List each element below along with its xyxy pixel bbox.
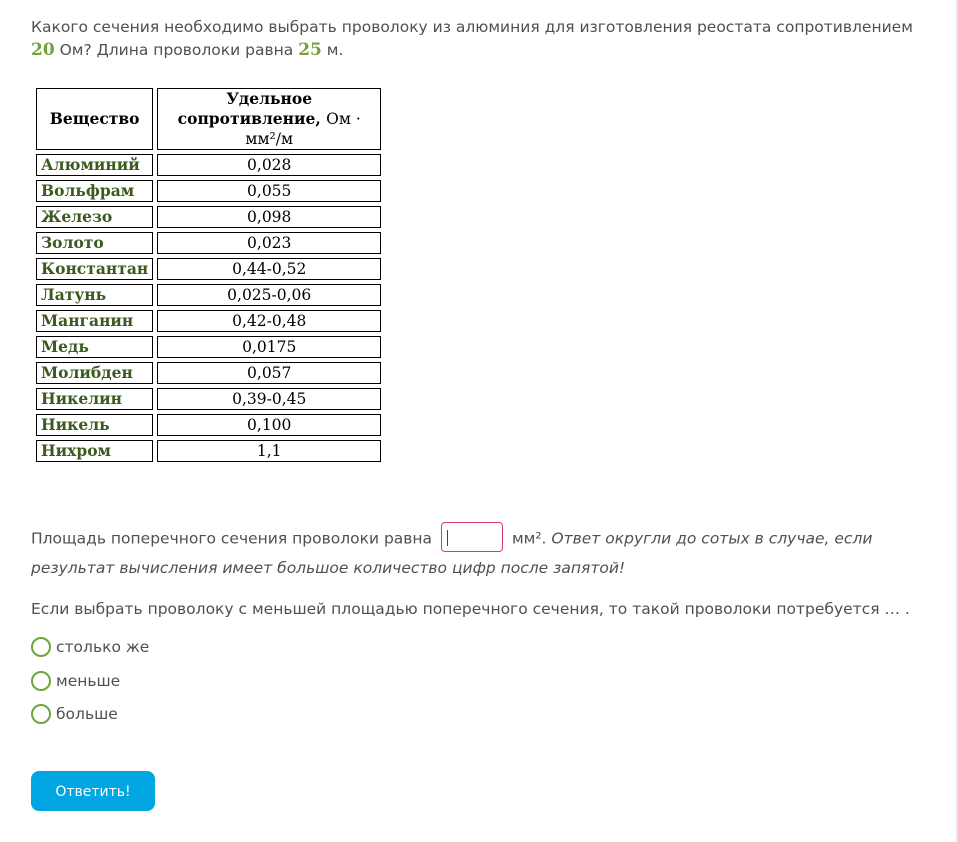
table-row — [36, 440, 381, 462]
table-row — [36, 154, 381, 176]
second-question-text: Если выбрать проволоку с меньшей площадью поперечного сечения, то такой проволоки потребуется … . — [31, 600, 910, 618]
resistivity-value: 0,44-0,52 — [157, 258, 381, 280]
substance-name: Алюминий — [36, 154, 153, 176]
radio-icon[interactable] — [31, 671, 51, 691]
header-resistivity-line1: Удельное — [226, 89, 313, 108]
area-label: Площадь поперечного сечения проволоки равна — [31, 529, 433, 548]
resistance-value: 20 — [31, 40, 55, 60]
substance-name: Константан — [36, 258, 153, 280]
substance-name: Золото — [36, 232, 153, 254]
substance-name: Никель — [36, 414, 153, 436]
resistivity-table — [32, 84, 385, 466]
table-row — [36, 206, 381, 228]
area-answer-line — [31, 524, 931, 583]
substance-name: Железо — [36, 206, 153, 228]
option-same[interactable] — [31, 636, 149, 658]
resistivity-value: 0,098 — [157, 206, 381, 228]
option-label: больше — [56, 705, 118, 723]
table-row — [36, 180, 381, 202]
table-row — [36, 414, 381, 436]
substance-name: Медь — [36, 336, 153, 358]
table-row — [36, 388, 381, 410]
substance-name: Нихром — [36, 440, 153, 462]
resistivity-value: 0,055 — [157, 180, 381, 202]
table-row — [36, 232, 381, 254]
resistivity-value: 0,057 — [157, 362, 381, 384]
table-header-row — [36, 88, 381, 150]
question-text — [31, 16, 931, 62]
question-part2: Ом? Длина проволоки равна — [59, 41, 294, 59]
substance-name: Манганин — [36, 310, 153, 332]
header-resistivity-line2: сопротивление, — [177, 109, 321, 128]
table-body — [36, 154, 381, 462]
header-substance: Вещество — [36, 88, 153, 150]
resistivity-value: 0,025-0,06 — [157, 284, 381, 306]
substance-name: Молибден — [36, 362, 153, 384]
resistivity-value: 0,028 — [157, 154, 381, 176]
submit-button[interactable]: Ответить! — [31, 771, 155, 811]
option-label: столько же — [56, 638, 150, 656]
radio-icon[interactable] — [31, 704, 51, 724]
resistivity-value: 0,0175 — [157, 336, 381, 358]
substance-name: Никелин — [36, 388, 153, 410]
resistivity-value: 0,023 — [157, 232, 381, 254]
table-row — [36, 284, 381, 306]
table-row — [36, 362, 381, 384]
table-row — [36, 336, 381, 358]
radio-icon[interactable] — [31, 637, 51, 657]
substance-name: Вольфрам — [36, 180, 153, 202]
option-less[interactable] — [31, 670, 149, 692]
area-unit: мм². — [511, 529, 547, 548]
answer-options — [31, 636, 149, 737]
header-resistivity-unit1: Ом · — [326, 110, 361, 128]
area-answer-input[interactable] — [441, 522, 503, 552]
substance-name: Латунь — [36, 284, 153, 306]
option-label: меньше — [56, 671, 121, 690]
table-row — [36, 258, 381, 280]
question-part1: Какого сечения необходимо выбрать проволоку из алюминия для изготовления реостата сопротивлением — [31, 18, 913, 36]
table-row — [36, 310, 381, 332]
header-resistivity-unit2: мм²/м — [245, 130, 294, 148]
resistivity-value: 0,100 — [157, 414, 381, 436]
option-more[interactable] — [31, 703, 149, 725]
resistivity-value: 1,1 — [157, 440, 381, 462]
length-value: 25 — [298, 40, 322, 60]
header-resistivity — [157, 88, 381, 150]
resistivity-value: 0,42-0,48 — [157, 310, 381, 332]
question-part3: м. — [326, 41, 344, 59]
text-caret — [447, 530, 448, 546]
rounding-hint: Ответ округли до сотых в случае, если результат вычисления имеет большое количество цифр после запятой! — [31, 529, 873, 577]
resistivity-value: 0,39-0,45 — [157, 388, 381, 410]
